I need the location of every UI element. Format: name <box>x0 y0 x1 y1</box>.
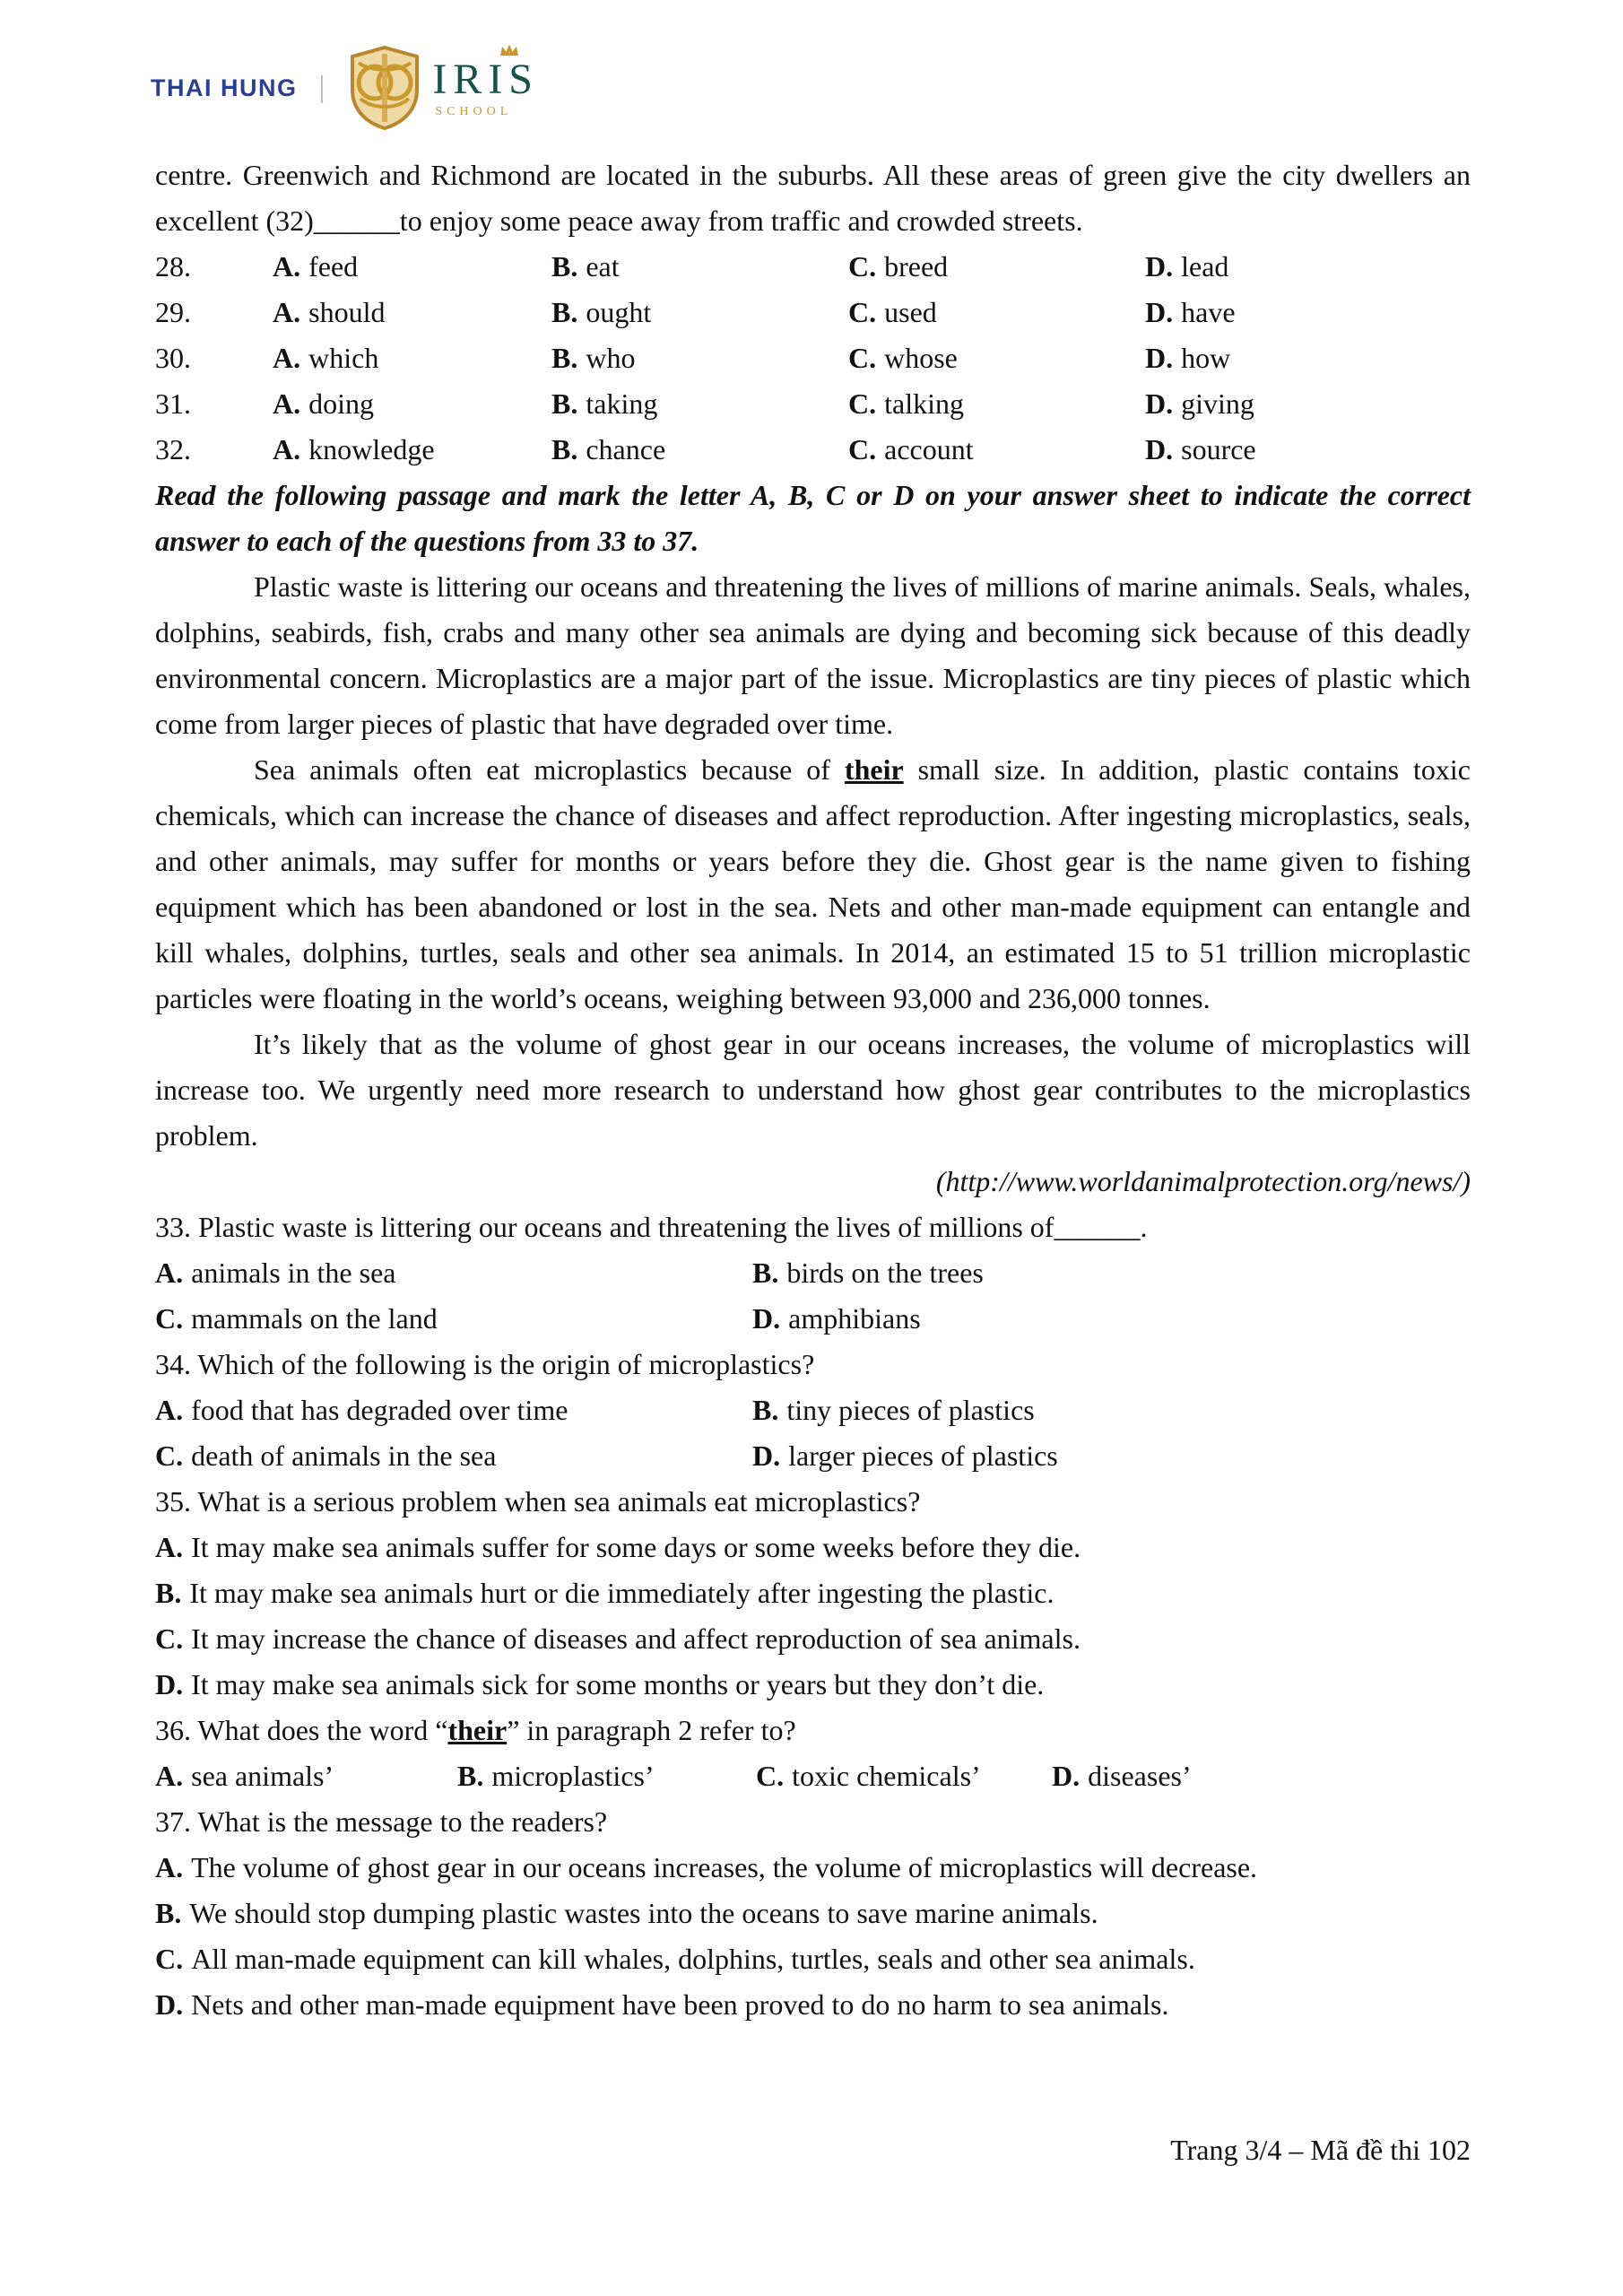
option-b: B. We should stop dumping plastic wastes into the oceans to save marine animals. <box>155 1897 1098 1929</box>
option-c: C. used <box>848 296 937 328</box>
passage-paragraph-1: Plastic waste is littering our oceans and threatening the lives of millions of marine animals. Seals, whales, dolphins, seabirds, fish, crabs and many other sea animals are dying and becoming sick because of this deadly environmental concern. Microplastics are a major part of the issue. Microplastics are tiny pieces of plastic which come from larger pieces of plastic that have degraded over time. <box>155 570 1471 740</box>
question-number: 31. <box>155 387 191 420</box>
question-number: 32. <box>155 433 191 465</box>
cloze-row-32 <box>155 427 1471 473</box>
option-d: D. diseases’ <box>1052 1760 1192 1792</box>
page-header <box>151 45 539 131</box>
option-a: A. should <box>273 296 386 328</box>
option-d: D. giving <box>1145 387 1254 420</box>
option-c: C. talking <box>848 387 964 420</box>
passage-paragraph-2: Sea animals often eat microplastics because of their small size. In addition, plastic contains toxic chemicals, which can increase the chance of diseases and affect reproduction. After ingesting microplastics, seals, and other animals, may suffer for months or years before they die. Ghost gear is the name given to fishing equipment which has been abandoned or lost in the sea. Nets and other man-made equipment can entangle and kill whales, dolphins, turtles, seals and other sea animals. In 2014, an estimated 15 to 51 trillion microplastic particles were floating in the world’s oceans, weighing between 93,000 and 236,000 tonnes. <box>155 753 1471 1014</box>
option-d: D. It may make sea animals sick for some months or years but they don’t die. <box>155 1668 1045 1700</box>
option-c: C. breed <box>848 250 949 283</box>
thai-hung-wordmark: THAI HUNG <box>151 74 298 101</box>
option-b: B. who <box>551 342 636 374</box>
option-c: C. All man-made equipment can kill whales, dolphins, turtles, seals and other sea animals. <box>155 1943 1195 1975</box>
iris-school-label: SCHOOL <box>435 104 513 118</box>
page-number: Trang 3/4 – Mã đề thi 102 <box>1170 2134 1471 2166</box>
option-c: C. It may increase the chance of diseases and affect reproduction of sea animals. <box>155 1622 1081 1655</box>
question-35-stem: 35. What is a serious problem when sea animals eat microplastics? <box>155 1485 921 1518</box>
option-d: D. have <box>1145 296 1236 328</box>
question-36-stem: 36. What does the word “their” in paragraph 2 refer to? <box>155 1714 796 1746</box>
option-d: D. lead <box>1145 250 1229 283</box>
passage-source-link: (http://www.worldanimalprotection.org/news/) <box>935 1165 1471 1197</box>
option-b: B. microplastics’ <box>457 1760 655 1792</box>
option-a: A. doing <box>273 387 374 420</box>
option-b: B. ought <box>551 296 652 328</box>
question-34-options-cd <box>155 1433 1471 1479</box>
option-a: A. sea animals’ <box>155 1760 334 1792</box>
page-footer <box>155 2127 1471 2173</box>
option-c: C. toxic chemicals’ <box>756 1760 981 1792</box>
question-36-options <box>155 1753 1471 1799</box>
option-d: D. source <box>1145 433 1256 465</box>
question-37-stem: 37. What is the message to the readers? <box>155 1805 608 1838</box>
option-c: C. account <box>848 433 974 465</box>
keyword-their: their <box>844 753 904 786</box>
option-b: B. tiny pieces of plastics <box>752 1394 1035 1426</box>
question-33-options-cd <box>155 1296 1471 1342</box>
option-b: B. chance <box>551 433 666 465</box>
option-b: B. It may make sea animals hurt or die immediately after ingesting the plastic. <box>155 1577 1055 1609</box>
option-d: D. how <box>1145 342 1231 374</box>
iris-wordmark: IRIS <box>432 55 539 103</box>
option-d: D. Nets and other man-made equipment have been proved to do no harm to sea animals. <box>155 1988 1169 2021</box>
option-a: A. It may make sea animals suffer for some days or some weeks before they die. <box>155 1531 1081 1563</box>
option-a: A. which <box>273 342 379 374</box>
question-34-options-ab <box>155 1387 1471 1433</box>
shield-icon <box>348 45 421 131</box>
option-d: D. larger pieces of plastics <box>752 1439 1058 1472</box>
iris-school-logo <box>348 45 539 131</box>
keyword-their: their <box>447 1714 508 1746</box>
option-a: A. feed <box>273 250 359 283</box>
option-d: D. amphibians <box>752 1302 921 1335</box>
question-33-stem: 33. Plastic waste is littering our oceans and threatening the lives of millions of______. <box>155 1211 1148 1243</box>
question-number: 29. <box>155 296 191 328</box>
cloze-options-table <box>155 244 1471 473</box>
cloze-intro-text: centre. Greenwich and Richmond are located in the suburbs. All these areas of green give the city dwellers an excellent (32)______to enjoy some peace away from traffic and crowded streets. <box>155 159 1471 237</box>
option-c: C. mammals on the land <box>155 1302 438 1335</box>
cloze-row-31 <box>155 381 1471 427</box>
section-instruction: Read the following passage and mark the letter A, B, C or D on your answer sheet to indicate the correct answer to each of the questions from 33 to 37. <box>155 479 1471 557</box>
option-a: A. animals in the sea <box>155 1257 396 1289</box>
option-b: B. eat <box>551 250 620 283</box>
header-separator: | <box>318 71 325 104</box>
cloze-row-30 <box>155 335 1471 381</box>
option-c: C. death of animals in the sea <box>155 1439 497 1472</box>
cloze-row-29 <box>155 290 1471 335</box>
question-number: 30. <box>155 342 191 374</box>
option-b: B. taking <box>551 387 658 420</box>
option-a: A. The volume of ghost gear in our oceans increases, the volume of microplastics will decrease. <box>155 1851 1258 1883</box>
question-33-options-ab <box>155 1250 1471 1296</box>
option-a: A. food that has degraded over time <box>155 1394 568 1426</box>
cloze-row-28 <box>155 244 1471 290</box>
exam-content <box>155 152 1471 2028</box>
crown-icon <box>499 43 520 57</box>
option-c: C. whose <box>848 342 958 374</box>
question-number: 28. <box>155 250 191 283</box>
question-34-stem: 34. Which of the following is the origin of microplastics? <box>155 1348 815 1380</box>
option-b: B. birds on the trees <box>752 1257 984 1289</box>
option-a: A. knowledge <box>273 433 435 465</box>
logo-text <box>432 55 539 118</box>
passage-paragraph-3: It’s likely that as the volume of ghost gear in our oceans increases, the volume of microplastics will increase too. We urgently need more research to understand how ghost gear contributes to the microplastics problem. <box>155 1028 1471 1152</box>
